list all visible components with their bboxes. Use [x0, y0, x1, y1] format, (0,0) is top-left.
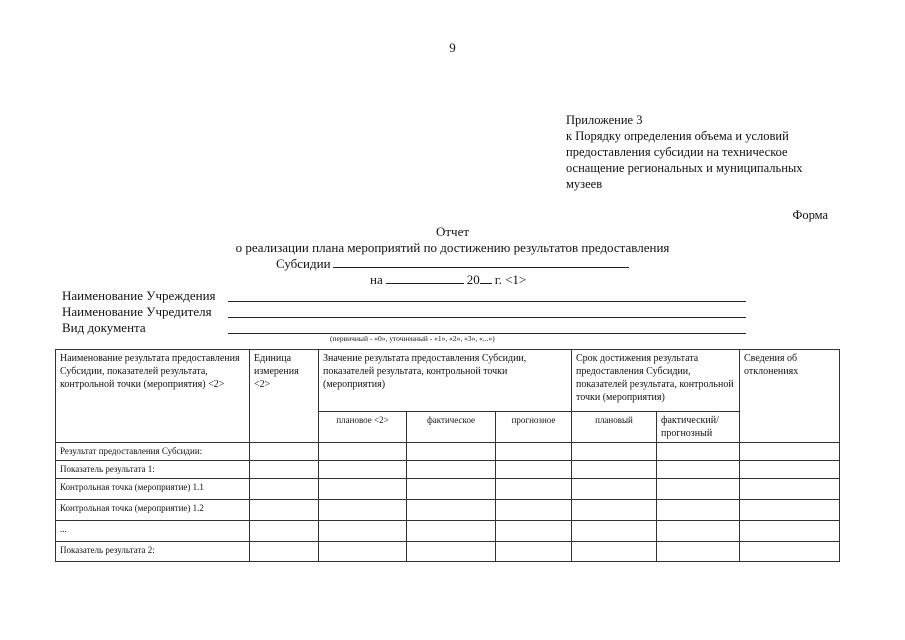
- header-deadline: Срок достижения результата предоставления Субсидии, показателей результата, контрольной точки (мероприятия): [572, 350, 740, 412]
- date-line: [370, 272, 526, 288]
- table-cell[interactable]: [496, 461, 572, 479]
- table-header-row: [56, 350, 840, 412]
- row-label: ...: [56, 521, 250, 542]
- table-cell[interactable]: [657, 500, 740, 521]
- date-prefix: на: [370, 272, 383, 287]
- row-label: Показатель результата 2:: [56, 542, 250, 562]
- table-cell[interactable]: [496, 521, 572, 542]
- header-deviations: Сведения об отклонениях: [740, 350, 840, 443]
- table-cell[interactable]: [496, 443, 572, 461]
- table-cell[interactable]: [740, 443, 840, 461]
- row-label: Контрольная точка (мероприятие) 1.1: [56, 479, 250, 500]
- table-cell[interactable]: [657, 542, 740, 562]
- institution-label: Наименование Учреждения: [62, 288, 216, 303]
- table-cell[interactable]: [572, 500, 657, 521]
- table-cell[interactable]: [657, 521, 740, 542]
- year-prefix: 20: [466, 272, 480, 287]
- table-cell[interactable]: [250, 461, 319, 479]
- table-cell[interactable]: [496, 479, 572, 500]
- row-label: Результат предоставления Субсидии:: [56, 443, 250, 461]
- header-unit: Единица измерения <2>: [250, 350, 319, 443]
- row-label: Контрольная точка (мероприятие) 1.2: [56, 500, 250, 521]
- founder-blank[interactable]: [228, 317, 746, 318]
- table-cell[interactable]: [250, 521, 319, 542]
- report-subtitle: о реализации плана мероприятий по достижению результатов предоставления: [235, 240, 670, 255]
- appendix-header: [566, 112, 866, 192]
- table-row: [56, 521, 840, 542]
- doc-type-hint: (первичный - «0», уточненный - «1», «2», «3», «...»): [330, 334, 495, 343]
- founder-label: Наименование Учредителя: [62, 304, 212, 319]
- table-cell[interactable]: [740, 479, 840, 500]
- page-number: 9: [449, 40, 456, 55]
- table-cell[interactable]: [657, 461, 740, 479]
- table-cell[interactable]: [740, 500, 840, 521]
- table-cell[interactable]: [572, 542, 657, 562]
- table-cell[interactable]: [407, 500, 496, 521]
- report-table: [55, 349, 840, 562]
- year-blank[interactable]: [480, 272, 492, 284]
- table-cell[interactable]: [740, 542, 840, 562]
- table-cell[interactable]: [657, 443, 740, 461]
- table-cell[interactable]: [407, 443, 496, 461]
- appendix-line: предоставления субсидии на техническое: [566, 145, 788, 159]
- subheader-planned-value: плановое <2>: [319, 412, 407, 443]
- subsidy-label: Субсидии: [276, 256, 331, 271]
- date-blank[interactable]: [386, 272, 464, 284]
- table-cell[interactable]: [496, 542, 572, 562]
- table-cell[interactable]: [740, 461, 840, 479]
- table-cell[interactable]: [572, 479, 657, 500]
- table-row: [56, 542, 840, 562]
- subsidy-blank[interactable]: [333, 256, 629, 268]
- table-cell[interactable]: [407, 479, 496, 500]
- table-cell[interactable]: [250, 443, 319, 461]
- row-label: Показатель результата 1:: [56, 461, 250, 479]
- subheader-planned-date: плановый: [572, 412, 657, 443]
- table-cell[interactable]: [572, 443, 657, 461]
- table-cell[interactable]: [319, 521, 407, 542]
- subheader-actual-value: фактическое: [407, 412, 496, 443]
- header-name: Наименование результата предоставления Субсидии, показателей результата, контрольной точки (мероприятия) <2>: [56, 350, 250, 443]
- header-value: Значение результата предоставления Субсидии, показателей результата, контрольной точки (мероприятия): [319, 350, 572, 412]
- table-cell[interactable]: [250, 542, 319, 562]
- table-row: [56, 500, 840, 521]
- table-cell[interactable]: [407, 461, 496, 479]
- table-cell[interactable]: [319, 479, 407, 500]
- table-cell[interactable]: [496, 500, 572, 521]
- table-row: [56, 461, 840, 479]
- doc-type-label: Вид документа: [62, 320, 146, 335]
- table-cell[interactable]: [319, 443, 407, 461]
- table-cell[interactable]: [319, 542, 407, 562]
- table-cell[interactable]: [572, 521, 657, 542]
- date-suffix: г. <1>: [494, 272, 527, 287]
- table-cell[interactable]: [407, 542, 496, 562]
- table-cell[interactable]: [657, 479, 740, 500]
- appendix-line: оснащение региональных и муниципальных: [566, 161, 803, 175]
- table-cell[interactable]: [250, 500, 319, 521]
- appendix-line: к Порядку определения объема и условий: [566, 129, 789, 143]
- institution-blank[interactable]: [228, 301, 746, 302]
- appendix-line: музеев: [566, 177, 603, 191]
- table-row: [56, 479, 840, 500]
- table-cell[interactable]: [740, 521, 840, 542]
- table-cell[interactable]: [319, 461, 407, 479]
- form-label: Форма: [792, 208, 828, 222]
- table-cell[interactable]: [250, 479, 319, 500]
- table-row: [56, 443, 840, 461]
- table-cell[interactable]: [319, 500, 407, 521]
- appendix-line: Приложение 3: [566, 113, 643, 127]
- table-cell[interactable]: [407, 521, 496, 542]
- subsidy-line: [276, 256, 629, 272]
- report-title: Отчет: [435, 224, 470, 239]
- subheader-actual-forecast-date: фактический/ прогнозный: [657, 412, 740, 443]
- table-cell[interactable]: [572, 461, 657, 479]
- subheader-forecast-value: прогнозное: [496, 412, 572, 443]
